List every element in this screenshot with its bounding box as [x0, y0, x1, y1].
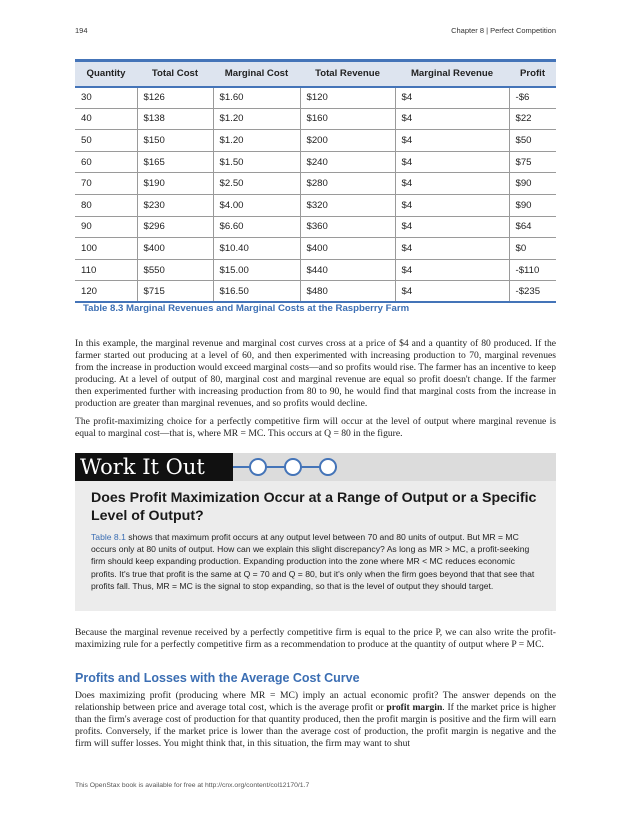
table-cell: $715 [137, 281, 213, 303]
table-cell: 50 [75, 130, 137, 152]
work-it-out-body: shows that maximum profit occurs at any output level between 70 and 80 units of output. But MR = MC occurs only at 80 units of output. How can we explain this slight discrepancy? As long as MR > MC, a profit-seeking firm should keep expanding production. Expanding production into the zone where MR < MC reduces economic profits. It's true that profit is the same at Q = 70 and Q = 80, but it's only when the firm goes beyond that that see that profits fall. Thus, MR = MC is the signal to stop expanding, so that is the level of output they should target. [91, 532, 535, 591]
table-cell: -$235 [509, 281, 556, 303]
table-cell: -$6 [509, 87, 556, 109]
table-cell: $440 [300, 259, 395, 281]
running-header [75, 26, 556, 38]
table-cell: $4 [395, 108, 509, 130]
column-header: Profit [509, 61, 556, 87]
table-cell: $15.00 [213, 259, 300, 281]
table-cell: $75 [509, 151, 556, 173]
table-cell: $160 [300, 108, 395, 130]
work-it-out-text [91, 531, 543, 592]
table-cell: $50 [509, 130, 556, 152]
table-row [75, 238, 556, 260]
table-cell: $90 [509, 194, 556, 216]
table-cell: $10.40 [213, 238, 300, 260]
table-cell: $4 [395, 238, 509, 260]
table-cell: $400 [137, 238, 213, 260]
table-cell: $0 [509, 238, 556, 260]
table-cell: 90 [75, 216, 137, 238]
table-cell: $1.20 [213, 108, 300, 130]
table-cell: $138 [137, 108, 213, 130]
table-cell: $4 [395, 194, 509, 216]
body-paragraph: Because the marginal revenue received by a perfectly competitive firm is equal to the price P, we can also write the profit-maximizing rule for a perfectly competitive firm as a recommendation to produce at the quantity of output where P = MC. [75, 627, 556, 650]
table-cell: 30 [75, 87, 137, 109]
work-it-out-title: Does Profit Maximization Occur at a Range of Output or a Specific Level of Output? [91, 490, 537, 524]
column-header: Marginal Revenue [395, 61, 509, 87]
table-body [75, 87, 556, 303]
table-cell: $22 [509, 108, 556, 130]
table-row [75, 216, 556, 238]
table-cell: $90 [509, 173, 556, 195]
chapter-title: Chapter 8 | Perfect Competition [451, 26, 556, 35]
table-caption: Table 8.3 Marginal Revenues and Marginal Costs at the Raspberry Farm [83, 303, 410, 314]
body-paragraph [75, 690, 556, 750]
page-number: 194 [75, 26, 88, 35]
table-cell: $126 [137, 87, 213, 109]
table-cell: $480 [300, 281, 395, 303]
table-cell: $240 [300, 151, 395, 173]
table-cell: $4 [395, 281, 509, 303]
key-term: profit margin [386, 702, 443, 713]
body-paragraph: In this example, the marginal revenue and marginal cost curves cross at a price of $4 and a quantity of 80 produced. If the farmer started out producing at a level of 60, and then experimented with increasing production to 70, marginal revenues from the increase in production would exceed marginal costs—and so profits would rise. The farmer has an incentive to keep producing. At a level of output of 80, marginal cost and marginal revenue are equal so profit doesn't change. If the farmer then experimented further with increasing production from 80 to 90, he would find that marginal costs from the increase in production are greater than marginal revenues, and so profits would decline. [75, 338, 556, 409]
page-footer: This OpenStax book is available for free at http://cnx.org/content/col12170/1.7 [75, 782, 310, 789]
body-paragraph: The profit-maximizing choice for a perfectly competitive firm will occur at the level of output where marginal revenue is equal to marginal cost—that is, where MR = MC. This occurs at Q = 80 in the figure. [75, 416, 556, 439]
table-cell: $200 [300, 130, 395, 152]
table-cell: $2.50 [213, 173, 300, 195]
table-cell: 60 [75, 151, 137, 173]
table-cell: $150 [137, 130, 213, 152]
text-run: . If the market price is higher than the firm's average cost of production for that quantity produced, then the profit margin is positive and the firm will earn profits. Conversely, if the market price is lower than the average cost of production, the profit margin is negative and the firm will suffer losses. You might think that, in this situation, the firm may want to shut [75, 702, 557, 749]
table-row [75, 151, 556, 173]
table-row [75, 259, 556, 281]
table-cell: $4 [395, 216, 509, 238]
column-header: Total Revenue [300, 61, 395, 87]
table-row [75, 130, 556, 152]
table-cell: $230 [137, 194, 213, 216]
column-header: Quantity [75, 61, 137, 87]
column-header: Marginal Cost [213, 61, 300, 87]
table-cell: 110 [75, 259, 137, 281]
table-cell: $16.50 [213, 281, 300, 303]
table-cell: $120 [300, 87, 395, 109]
table-cell: 80 [75, 194, 137, 216]
table-cell: 100 [75, 238, 137, 260]
table-row [75, 173, 556, 195]
table-link[interactable]: Table 8.1 [91, 532, 126, 542]
work-it-out-label: Work It Out [75, 453, 233, 481]
table-cell: $190 [137, 173, 213, 195]
table-cell: $165 [137, 151, 213, 173]
table-header-row [75, 61, 556, 87]
table-cell: 40 [75, 108, 137, 130]
table-cell: $4 [395, 87, 509, 109]
table-cell: 120 [75, 281, 137, 303]
table-row [75, 87, 556, 109]
table-cell: $4 [395, 151, 509, 173]
table-cell: $64 [509, 216, 556, 238]
table-cell: $280 [300, 173, 395, 195]
table-cell: $4 [395, 130, 509, 152]
table-cell: $1.60 [213, 87, 300, 109]
table-cell: -$110 [509, 259, 556, 281]
text-run: Does maximizing profit (producing where MR = MC) imply an actual economic profit? The answer depends on the relationship between price and average total cost, which is the average profit or [75, 690, 556, 713]
table-cell: $4 [395, 259, 509, 281]
table-cell: $360 [300, 216, 395, 238]
table-cell: 70 [75, 173, 137, 195]
table-row [75, 281, 556, 303]
column-header: Total Cost [137, 61, 213, 87]
chain-circles-icon [233, 455, 343, 479]
table-cell: $4.00 [213, 194, 300, 216]
table-cell: $550 [137, 259, 213, 281]
section-heading: Profits and Losses with the Average Cost Curve [75, 671, 360, 685]
table-cell: $6.60 [213, 216, 300, 238]
table-cell: $4 [395, 173, 509, 195]
table-row [75, 108, 556, 130]
table-cell: $320 [300, 194, 395, 216]
data-table [75, 59, 556, 303]
table-cell: $296 [137, 216, 213, 238]
table-cell: $400 [300, 238, 395, 260]
table-row [75, 194, 556, 216]
table-cell: $1.20 [213, 130, 300, 152]
table-cell: $1.50 [213, 151, 300, 173]
